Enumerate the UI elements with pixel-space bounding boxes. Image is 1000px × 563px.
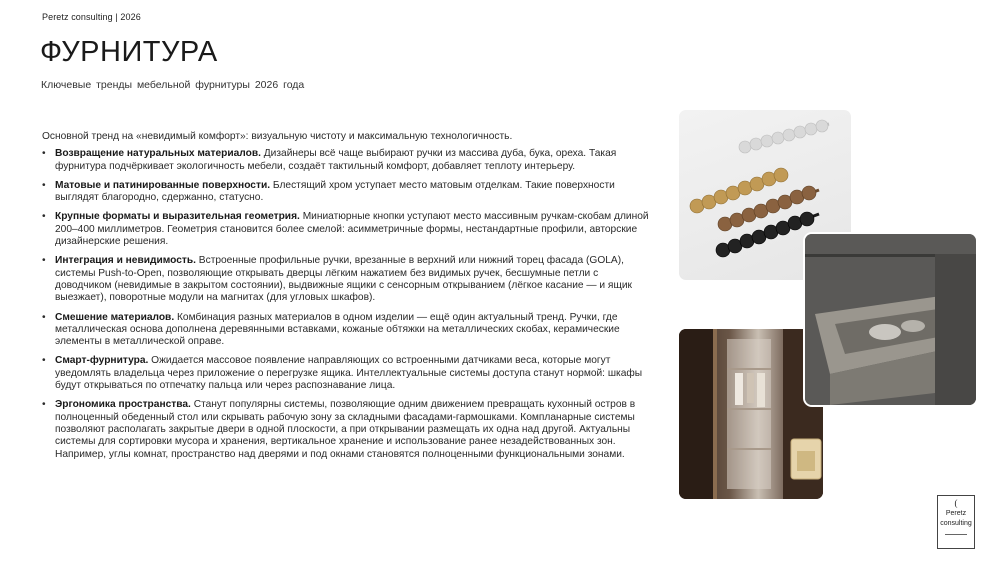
drawer-illustration (805, 234, 976, 405)
trend-item-mixed-materials (42, 312, 652, 349)
white-handle (739, 120, 829, 153)
trend-item-title: Эргономика пространства. (55, 399, 191, 411)
trend-item-text: Миниатюрные кнопки уступают место массивным ручкам-скобам длиной 200–400 миллиметров. Геометрия становится более смелой: асимметричные формы, нестандартные профили, авторские дизайнерские решения. (55, 211, 649, 248)
trend-item-title: Смарт-фурнитура. (55, 355, 149, 367)
trend-item-title: Возвращение натуральных материалов. (55, 148, 261, 160)
logo-mark: ( (954, 498, 958, 508)
trend-content (42, 131, 652, 468)
trend-item-title: Интеграция и невидимость. (55, 255, 196, 267)
trend-item-text: Встроенные профильные ручки, врезанные в верхний или нижний торец фасада (GOLA), системы Push-to-Open, позволяющие открывать дверцы лёгким нажатием без видимых ручек, бесшумные петли с доводчиком (невидимые в закрытом состоянии), выдвижные ящики с сенсорным открыванием (лёгкое касание — и ящик выезжает), поворотные модули на магнитах (для угловых шкафов). (55, 255, 632, 304)
trend-item-large-formats (42, 211, 652, 248)
trend-item-integration (42, 255, 652, 304)
trend-item-text: Блестящий хром уступает место матовым отделкам. Такие поверхности выглядят благородно, сдержанно, статусно. (55, 179, 615, 204)
intro-text: Основной тренд на «невидимый комфорт»: визуальную чистоту и максимальную технологичность. (42, 131, 513, 142)
logo-line-1: Peretz (945, 510, 967, 517)
trend-item-smart-hardware (42, 355, 652, 392)
trend-item-natural-materials (42, 148, 652, 173)
trend-item-title: Крупные форматы и выразительная геометрия. (55, 211, 300, 223)
brand-header: Peretz consulting | 2026 (42, 12, 141, 22)
page-subtitle: Ключевые тренды мебельной фурнитуры 2026 года (41, 79, 305, 91)
logo-line-2: consulting (940, 520, 972, 527)
trend-item-matte-surfaces (42, 180, 652, 205)
trend-item-text: Комбинация разных материалов в одном изделии — ещё один актуальный тренд. Ручки, где металлическая основа дополнена деревянными вставками, кожаные обтяжки на металлических скобах, керамические элементы в металлической оправе. (55, 311, 620, 348)
trend-item-ergonomics (42, 399, 652, 460)
wardrobe-illustration (679, 329, 823, 499)
trend-item-text: Ожидается массовое появление направляющих со встроенными датчиками веса, которые могут уведомлять владельца через приложение о перегрузке ящика. Интеллектуальные системы доступа станут нормой: шкафы будут открываться по отпечатку пальца или через распознавание лица. (55, 355, 643, 392)
trend-list (42, 148, 652, 461)
wardrobe-photo (679, 329, 823, 499)
trend-item-title: Смешение материалов. (55, 311, 175, 323)
company-logo (937, 495, 975, 549)
trend-item-text: Дизайнеры всё чаще выбирают ручки из массива дуба, бука, ореха. Такая фурнитура подчёркивает экологичность мебели, создаёт тактильный комфорт, добавляет теплоту интерьеру. (55, 148, 617, 172)
drawer-photo (805, 234, 976, 405)
page-title: ФУРНИТУРА (40, 36, 218, 68)
trend-item-text: Станут популярны системы, позволяющие одним движением превращать кухонный остров в полноценный обеденный стол или скрывать рабочую зону за складными фасадами-гармошками. Компланарные системы позволяют располагать закрытые двери в одной плоскости, а при открывании размещать их одна над другой. Актуальны системы для сортировки мусора и хранения, вертикальное хранение и использование ранее незадействованных зон. Например, углы комнат, пространство над дверями и под окнами становятся полноценными функциональными зонами. (55, 399, 636, 460)
trend-item-title: Матовые и патинированные поверхности. (55, 179, 271, 191)
logo-divider (945, 534, 967, 535)
